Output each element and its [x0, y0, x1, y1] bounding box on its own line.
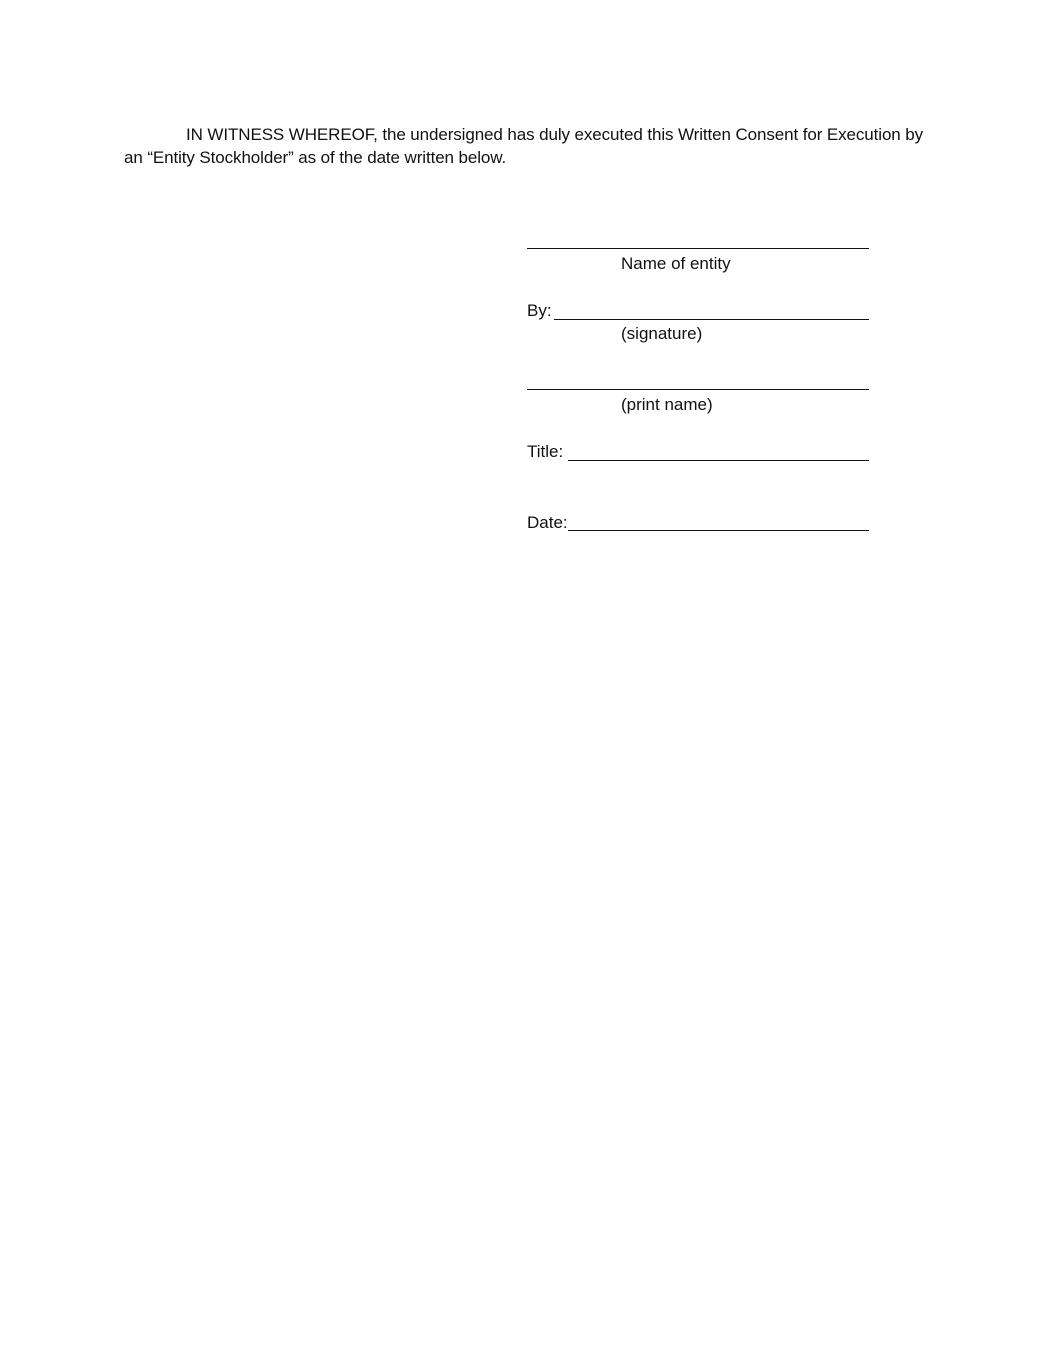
- by-label: By:: [527, 301, 552, 320]
- signature-caption: (signature): [621, 324, 703, 343]
- entity-name-line[interactable]: [527, 248, 869, 249]
- witness-body: , the undersigned has duly executed this Written Consent for Execution by an “Entity Stockholder” as of the date written below.: [124, 125, 924, 167]
- date-line[interactable]: [568, 530, 869, 531]
- signature-line[interactable]: [554, 319, 869, 320]
- title-line[interactable]: [568, 460, 869, 461]
- title-label: Title:: [527, 442, 564, 461]
- entity-name-caption: Name of entity: [621, 254, 731, 273]
- witness-lead: IN WITNESS WHEREOF: [186, 125, 374, 144]
- date-label: Date:: [527, 513, 568, 532]
- print-name-caption: (print name): [621, 395, 713, 414]
- witness-paragraph: [124, 124, 936, 169]
- print-name-line[interactable]: [527, 389, 869, 390]
